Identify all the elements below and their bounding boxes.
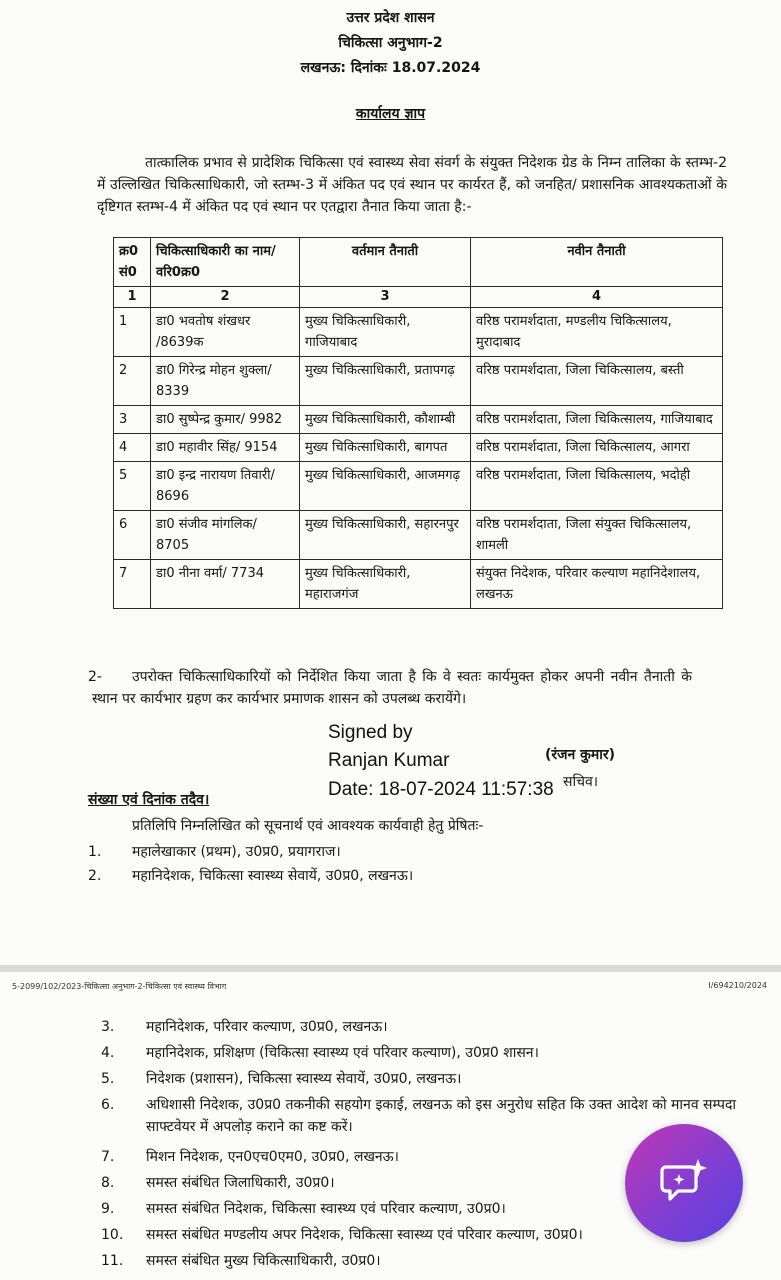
cell-current: मुख्य चिकित्साधिकारी, आजमगढ़ (300, 462, 471, 511)
col-num: 1 (114, 287, 151, 308)
copy-intro: प्रतिलिपि निम्नलिखित को सूचनार्थ एवं आवश्यक कार्यवाही हेतु प्रेषितः- (132, 818, 484, 834)
copy-list-item (88, 842, 341, 861)
header-name: चिकित्साधिकारी का नाम/ वरि0क्र0 (151, 238, 300, 287)
table-row (114, 308, 723, 357)
cell-current: मुख्य चिकित्साधिकारी, सहारनपुर (300, 511, 471, 560)
item-number: 3. (101, 1019, 115, 1035)
signer-designation: सचिव। (563, 774, 599, 790)
item-text: अधिशासी निदेशक, उ0प्र0 तकनीकी सहयोग इकाई, लखनऊ को इस अनुरोध सहित कि उक्त आदेश को मानव सम्पदा साफ्टवेयर में अपलोड़ कराने का कष्ट करें। (146, 1097, 737, 1135)
cell-new: वरिष्ठ परामर्शदाता, जिला संयुक्त चिकित्सालय, शामली (471, 511, 723, 560)
col-num: 4 (471, 287, 723, 308)
copy-list-item (88, 866, 413, 885)
cell-current: मुख्य चिकित्साधिकारी, महाराजगंज (300, 560, 471, 609)
item-number: 9. (101, 1201, 115, 1217)
copy-heading: संख्या एवं दिनांक तदैव। (88, 792, 210, 808)
item-number: 5. (101, 1071, 115, 1087)
item-number: 10. (101, 1227, 124, 1243)
item-number: 8. (101, 1175, 115, 1191)
item-text: निदेशक (प्रशासन), चिकित्सा स्वास्थ्य सेवायें, उ0प्र0, लखनऊ। (146, 1071, 462, 1087)
item-text: समस्त संबंधित मण्डलीय अपर निदेशक, चिकित्सा स्वास्थ्य एवं परिवार कल्याण, उ0प्र0। (146, 1227, 583, 1243)
table-row (114, 560, 723, 609)
item-text: महालेखाकार (प्रथम), उ0प्र0, प्रयागराज। (132, 844, 341, 860)
cell-serial: 6 (114, 511, 151, 560)
cell-name: डा0 इन्द्र नारायण तिवारी/ 8696 (151, 462, 300, 511)
item-text: समस्त संबंधित मुख्य चिकित्साधिकारी, उ0प्र0। (146, 1253, 381, 1269)
item-text: मिशन निदेशक, एन0एच0एम0, उ0प्र0, लखनऊ। (146, 1149, 399, 1165)
cell-current: मुख्य चिकित्साधिकारी, बागपत (300, 434, 471, 462)
header-current-posting: वर्तमान तैनाती (300, 238, 471, 287)
header-new-posting: नवीन तैनाती (471, 238, 723, 287)
cell-current: मुख्य चिकित्साधिकारी, कौशाम्बी (300, 406, 471, 434)
item-text: महानिदेशक, चिकित्सा स्वास्थ्य सेवायें, उ0प्र0, लखनऊ। (132, 868, 414, 884)
para2-text: उपरोक्त चिकित्साधिकारियों को निर्देशित किया जाता है कि वे स्वतः कार्यमुक्त होकर अपनी नवीन तैनाती के स्थान पर कार्यभार ग्रहण कर कार्यभार प्रमाणक शासन को उपलब्ध करायेंगे। (92, 669, 692, 707)
cell-name: डा0 भवतोष शंखधर /8639क (151, 308, 300, 357)
item-number: 1. (88, 844, 102, 860)
place-date: लखनऊ: दिनांकः 18.07.2024 (300, 60, 481, 76)
item-text: महानिदेशक, प्रशिक्षण (चिकित्सा स्वास्थ्य एवं परिवार कल्याण), उ0प्र0 शासन। (146, 1045, 539, 1061)
table-row (114, 357, 723, 406)
cell-name: डा0 नीना वर्मा/ 7734 (151, 560, 300, 609)
cell-serial: 7 (114, 560, 151, 609)
table-row (114, 434, 723, 462)
table-row (114, 406, 723, 434)
cell-new: वरिष्ठ परामर्शदाता, जिला चिकित्सालय, आगरा (471, 434, 723, 462)
footer-reference: I/694210/2024 (708, 981, 767, 990)
col-num: 2 (151, 287, 300, 308)
cell-new: वरिष्ठ परामर्शदाता, जिला चिकित्सालय, भदोही (471, 462, 723, 511)
footer-file-number: 5-2099/102/2023-चिकित्सा अनुभाग-2-चिकित्सा एवं स्वास्थ्य विभाग (12, 982, 227, 991)
cell-name: डा0 महावीर सिंह/ 9154 (151, 434, 300, 462)
para2-number: 2- (88, 669, 102, 685)
item-number: 2. (88, 868, 102, 884)
item-text: समस्त संबंधित निदेशक, चिकित्सा स्वास्थ्य एवं परिवार कल्याण, उ0प्र0। (146, 1201, 506, 1217)
transfer-table (113, 237, 723, 609)
cell-serial: 1 (114, 308, 151, 357)
cell-name: डा0 संजीव मांगलिक/ 8705 (151, 511, 300, 560)
ai-chat-sparkle-icon (658, 1157, 710, 1209)
cell-serial: 4 (114, 434, 151, 462)
cell-name: डा0 गिरेन्द्र मोहन शुक्ला/ 8339 (151, 357, 300, 406)
table-header-row (114, 238, 723, 287)
item-text: समस्त संबंधित जिलाधिकारी, उ0प्र0। (146, 1175, 335, 1191)
col-num: 3 (300, 287, 471, 308)
office-order-title: कार्यालय ज्ञाप (355, 106, 426, 122)
item-number: 4. (101, 1045, 115, 1061)
table-row (114, 511, 723, 560)
govt-header: उत्तर प्रदेश शासन (346, 10, 435, 26)
page-separator (0, 965, 781, 972)
signed-by-label: Signed by (328, 722, 413, 743)
ai-assistant-button[interactable] (625, 1124, 743, 1242)
header-serial: क्र0 सं0 (114, 238, 151, 287)
item-text: महानिदेशक, परिवार कल्याण, उ0प्र0, लखनऊ। (146, 1019, 388, 1035)
cell-new: वरिष्ठ परामर्शदाता, जिला चिकित्सालय, गाजियाबाद (471, 406, 723, 434)
intro-paragraph: तात्कालिक प्रभाव से प्रादेशिक चिकित्सा एवं स्वास्थ्य सेवा संवर्ग के संयुक्त निदेशक ग्रेड के निम्न तालिका के स्तम्भ-2 में उल्लिखित चिकित्साधिकारी, जो स्तम्भ-3 में अंकित पद एवं स्थान पर कार्यरत हैं, को जनहित/ प्रशासनिक आवश्यकताओं के दृष्टिगत स्तम्भ-4 में अंकित पद एवं स्थान पर एतद्वारा तैनात किया जाता है:- (97, 155, 727, 215)
cell-new: वरिष्ठ परामर्शदाता, मण्डलीय चिकित्सालय, मुरादाबाद (471, 308, 723, 357)
cell-current: मुख्य चिकित्साधिकारी, प्रतापगढ़ (300, 357, 471, 406)
signature-date: Date: 18-07-2024 11:57:38 (328, 779, 554, 800)
column-number-row (114, 287, 723, 308)
signer-hindi-name: (रंजन कुमार) (545, 747, 616, 763)
item-number: 11. (101, 1253, 124, 1269)
cell-name: डा0 सुष्पेन्द्र कुमार/ 9982 (151, 406, 300, 434)
signer-name: Ranjan Kumar (328, 750, 450, 771)
cell-serial: 5 (114, 462, 151, 511)
table-row (114, 462, 723, 511)
cell-serial: 2 (114, 357, 151, 406)
item-number: 6. (101, 1097, 115, 1113)
cell-new: संयुक्त निदेशक, परिवार कल्याण महानिदेशालय, लखनऊ (471, 560, 723, 609)
cell-current: मुख्य चिकित्साधिकारी, गाजियाबाद (300, 308, 471, 357)
item-number: 7. (101, 1149, 115, 1165)
section-header: चिकित्सा अनुभाग-2 (338, 35, 443, 51)
cell-serial: 3 (114, 406, 151, 434)
cell-new: वरिष्ठ परामर्शदाता, जिला चिकित्सालय, बस्ती (471, 357, 723, 406)
